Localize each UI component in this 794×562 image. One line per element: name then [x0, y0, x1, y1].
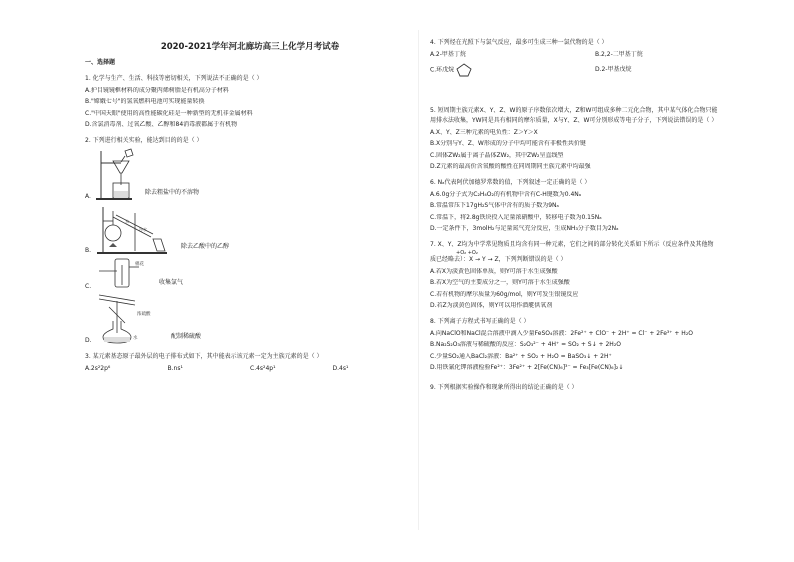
- option-caption: 除去乙酸中的乙醇: [181, 243, 230, 250]
- distillation-apparatus-icon: [95, 203, 175, 255]
- right-column: [430, 34, 760, 394]
- option-letter: C.: [85, 283, 92, 290]
- question-6: [430, 179, 760, 233]
- question-stem: 3. 某元素基态原子最外层的电子排布式如下，其中能表示该元素一定为主族元素的是（ ）: [85, 353, 323, 360]
- water-in-label: 水: [125, 219, 129, 224]
- option-letter: A.: [85, 193, 91, 200]
- question-9: [430, 384, 760, 392]
- option-letter: D.: [85, 337, 92, 344]
- cyclopentane-icon: [456, 63, 472, 77]
- option-b: B."嫦娥七号"的氢氧燃料电池可实现能量转换: [85, 98, 205, 105]
- option-letter: B.: [85, 247, 92, 254]
- question-stem: 1. 化学与生产、生活、科技等密切相关，下列说法不正确的是（ ）: [85, 75, 263, 82]
- option-c: [430, 63, 595, 77]
- question-4: [430, 39, 760, 77]
- filtration-apparatus-icon: [95, 147, 139, 201]
- option-d: D.含氯消毒剂、过氧乙酸、乙醇和84消毒液都属于有机物: [85, 121, 238, 128]
- option-a: A.X、Y、Z三种元素的电负性：Z＞Y＞X: [430, 128, 538, 136]
- question-2: [85, 137, 415, 345]
- acid-label: 浓硫酸: [137, 312, 151, 317]
- gas-collection-apparatus-icon: [95, 257, 153, 291]
- section-heading: 一、选择题: [85, 59, 116, 66]
- option-caption: 除去粗盐中的不溶物: [145, 189, 200, 196]
- option-a: A.向NaClO和NaCl混合溶液中滴入少量FeSO₄溶液：2Fe²⁺ + ClO⁻ + 2H⁺ = Cl⁻ + 2Fe³⁺ + H₂O: [430, 329, 693, 337]
- reaction-arrow-label: +O₂ +O₂: [456, 250, 478, 256]
- question-5: [430, 107, 760, 171]
- option-a: A.若X为淡黄色固体单质，则Y可溶于水生成强酸: [430, 267, 558, 275]
- option-b: B.2,2-二甲基丁烷: [595, 51, 643, 58]
- option-d: D.4s¹: [332, 365, 349, 372]
- option-c: [85, 257, 415, 291]
- option-text: C.环戊烷: [430, 66, 455, 74]
- options-row: [430, 63, 760, 77]
- cotton-label: 棉花: [135, 262, 144, 267]
- option-c: C.固体ZW₂属于离子晶体ZW₂，其中ZW₂呈直线型: [430, 151, 564, 159]
- option-c: C.4s²4p¹: [250, 365, 276, 372]
- option-caption: 收集氯气: [159, 279, 184, 286]
- question-8: [430, 318, 760, 372]
- option-c: C.若有机物的摩尔质量为60g/mol，则Y可发生银镜反应: [430, 290, 579, 298]
- water-label: 水: [133, 336, 138, 341]
- option-d: D.一定条件下，3molH₂与足量氮气充分反应，生成NH₃分子数目为2Nₐ: [430, 225, 619, 232]
- question-stem: 7. X、Y、Z均为中学常见物质且均含有同一种元素，它们之间的部分转化关系如下所示（反应条件及其他物: [430, 241, 714, 248]
- question-stem-cont: 质已经略去）：X → Y → Z，下列判断错误的是（ ）: [430, 256, 567, 263]
- question-stem: 9. 下列根据实验操作和现象所得出的结论正确的是（ ）: [430, 384, 578, 391]
- dilution-apparatus-icon: [95, 293, 165, 345]
- question-7: [430, 241, 760, 310]
- question-stem: 2. 下列进行相关实验，能达到目的的是（ ）: [85, 137, 203, 144]
- option-b: B.ns¹: [167, 365, 183, 372]
- cold-water-label: 冷水: [139, 227, 147, 232]
- options-row: [85, 365, 415, 373]
- option-c: C.常温下，将2.8g铁块投入足量浓硝酸中，转移电子数为0.15Nₐ: [430, 213, 602, 221]
- option-d: D.2-甲基戊烷: [595, 66, 632, 73]
- option-d: D.Z元素的最高价含氧酸的酸性在同周期同主族元素中均最强: [430, 163, 591, 170]
- option-b: B.常温常压下17gH₂S气体中含有的质子数为9Nₐ: [430, 202, 559, 209]
- option-d: D.若Z为淡黄色固体，则Y可以用作潜艇供氧剂: [430, 302, 553, 309]
- option-b: B.若X为空气的主要成分之一，则Y可溶于水生成强酸: [430, 279, 570, 286]
- option-a: A.6.0g分子式为C₂H₄O₂的有机物中含有C-H键数为0.4Nₐ: [430, 190, 582, 198]
- option-d: D.用铁氰化钾溶液检验Fe²⁺：3Fe²⁺ + 2[Fe(CN)₆]³⁻ = Fe₃[Fe(CN)₆]₂↓: [430, 364, 624, 371]
- option-b: B.Na₂S₂O₃溶液与稀硫酸的反应：S₂O₃²⁻ + 4H⁺ = SO₂ + S↓ + 2H₂O: [430, 341, 621, 348]
- option-a: A.2-甲基丁烷: [430, 51, 466, 58]
- question-stem: 8. 下列离子方程式书写正确的是（ ）: [430, 318, 530, 325]
- column-divider: [418, 30, 419, 530]
- question-1: [85, 75, 415, 129]
- question-stem: 5. 短周期主族元素X、Y、Z、W的原子序数依次增大，Z和W可组成多种二元化合物，其中某气体化合物只能: [430, 107, 718, 114]
- option-d: [85, 293, 415, 345]
- question-stem: 6. Nₐ代表阿伏加德罗常数的值，下列叙述一定正确的是（ ）: [430, 179, 591, 186]
- option-c: C.少量SO₂通入BaCl₂溶液：Ba²⁺ + SO₂ + H₂O = BaSO₃↓ + 2H⁺: [430, 352, 612, 360]
- option-b: [85, 203, 415, 255]
- option-a: A.护目镜镜框材料的成分聚丙烯树脂是有机高分子材料: [85, 86, 229, 94]
- question-stem: 4. 下列烃在光照下与氯气反应，最多可生成三种一氯代物的是（ ）: [430, 39, 608, 46]
- left-column: [85, 34, 415, 377]
- page-title: 2020-2021学年河北廊坊高三上化学月考试卷: [160, 42, 340, 52]
- option-caption: 配制稀硫酸: [171, 333, 202, 340]
- option-b: B.X分别与Y、Z、W形成的分子中均可能含有非极性共价键: [430, 140, 586, 147]
- option-a: A.2s²2p⁶: [85, 365, 111, 372]
- question-stem-cont: 用排水法收集，YW同是具有相同的摩尔质量，X与Y、Z、W可分别形成等电子分子，下列说法错误的是（ ）: [430, 117, 718, 124]
- option-a: [85, 147, 415, 201]
- question-3: [85, 353, 415, 373]
- options-row: [430, 51, 760, 59]
- option-c: C."中国天眼"使用的高性能碳化硅是一种新型的无机非金属材料: [85, 109, 253, 117]
